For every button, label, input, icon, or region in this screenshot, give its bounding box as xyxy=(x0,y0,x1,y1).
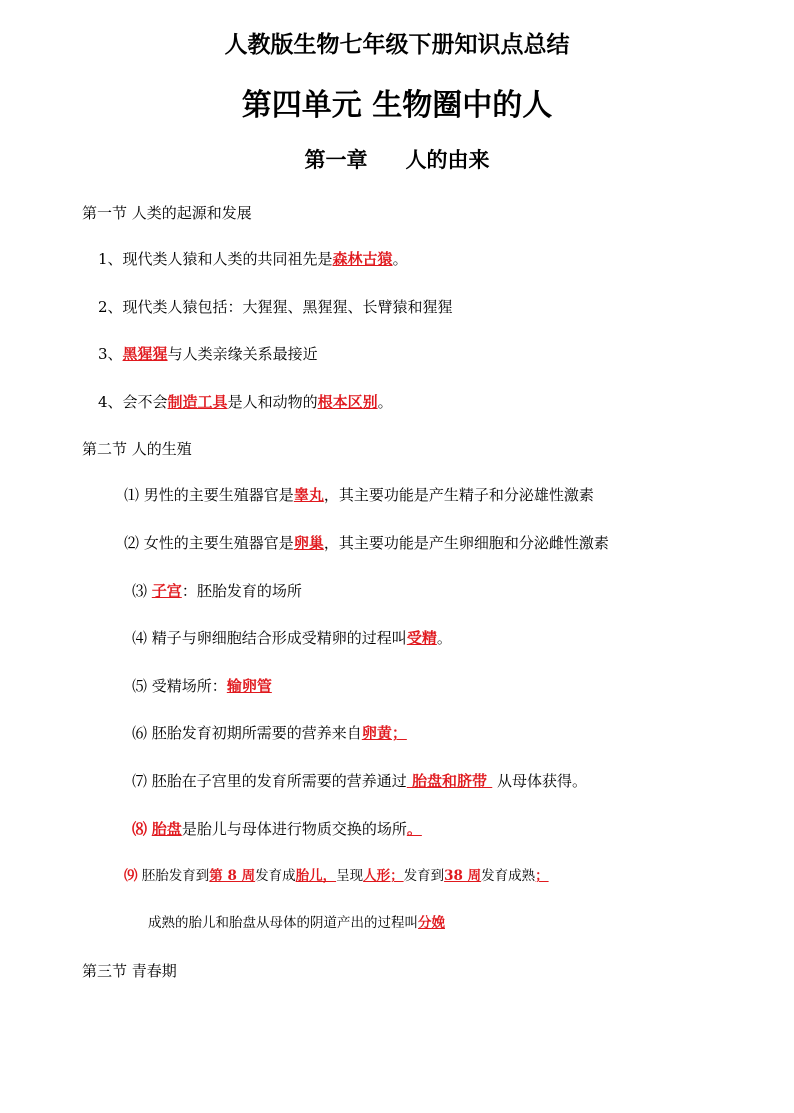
point-text: 精子与卵细胞结合形成受精卵的过程叫 xyxy=(151,629,407,647)
key-term: 第 8 周 xyxy=(209,868,256,884)
point-text: 是人和动物的 xyxy=(227,393,318,411)
section-heading: 第二节 人的生殖 xyxy=(82,440,192,458)
point-line xyxy=(98,248,408,270)
point-number: ⑺ xyxy=(132,772,148,790)
point-text: 发育到 xyxy=(403,868,445,884)
point-text: 胚胎发育到 xyxy=(141,868,210,884)
point-number: ⑼ xyxy=(124,868,138,884)
document-title: 人教版生物七年级下册知识点总结 xyxy=(224,31,570,58)
point-text: ：胚胎发育的场所 xyxy=(181,582,302,600)
key-term: 受精 xyxy=(406,629,437,647)
point-line xyxy=(148,912,445,934)
key-term: 胎盘 xyxy=(151,820,182,838)
chapter-number: 第一章 xyxy=(304,147,368,172)
point-number: ⑹ xyxy=(132,724,148,742)
point-text: 受精场所： xyxy=(151,677,227,695)
point-number: ⑻ xyxy=(132,820,148,838)
unit-title: 第四单元 生物圈中的人 xyxy=(241,88,553,123)
key-term: 胎儿， xyxy=(295,868,337,884)
key-term: 森林古猿 xyxy=(332,250,393,268)
point-line xyxy=(132,722,407,744)
point-text: 。 xyxy=(377,393,393,411)
key-term: 子宫 xyxy=(151,582,182,600)
section-heading: 第三节 青春期 xyxy=(82,962,177,980)
chapter-title xyxy=(0,144,794,174)
key-term: 人形； xyxy=(363,868,404,884)
point-number: ⑷ xyxy=(132,629,148,647)
point-line xyxy=(124,865,549,887)
section-heading: 第一节 人类的起源和发展 xyxy=(82,204,252,222)
point-line xyxy=(132,675,272,697)
point-number: ⑶ xyxy=(132,582,148,600)
key-term: 根本区别 xyxy=(317,393,378,411)
point-text: 成熟的胎儿和胎盘从母体的阴道产出的过程叫 xyxy=(148,915,418,931)
point-number: ⑴ xyxy=(124,486,140,504)
point-text: 从母体获得。 xyxy=(492,772,588,790)
point-text: 发育成 xyxy=(255,868,296,884)
point-text: 呈现 xyxy=(336,868,364,884)
key-term: ； xyxy=(535,868,549,884)
point-text: 。 xyxy=(392,250,408,268)
point-line xyxy=(132,818,422,840)
point-text: 3、 xyxy=(98,345,123,363)
key-term: 卵黄； xyxy=(361,724,407,742)
point-text: 2、现代类人猿包括：大猩猩、黑猩猩、长臂猿和猩猩 xyxy=(98,298,453,316)
point-text: 4、会不会 xyxy=(98,393,168,411)
key-term: 卵巢 xyxy=(293,534,324,552)
point-text: 与人类亲缘关系最接近 xyxy=(167,345,318,363)
point-line xyxy=(98,391,393,413)
point-text: 1、现代类人猿和人类的共同祖先是 xyxy=(98,250,333,268)
point-text: 女性的主要生殖器官是 xyxy=(143,534,294,552)
point-line xyxy=(132,580,302,602)
point-number: ⑵ xyxy=(124,534,140,552)
point-text: 胚胎在子宫里的发育所需要的营养通过 xyxy=(151,772,407,790)
key-term: 胎盘和脐带 xyxy=(406,772,493,790)
point-line xyxy=(132,627,452,649)
point-line xyxy=(124,532,609,554)
point-text: ，其主要功能是产生精子和分泌雄性激素 xyxy=(323,486,594,504)
chapter-name: 人的由来 xyxy=(405,147,490,172)
key-term: 输卵管 xyxy=(226,677,272,695)
point-line xyxy=(132,770,587,792)
point-text: 发育成熟 xyxy=(481,868,536,884)
key-term: 38 周 xyxy=(444,868,482,884)
key-term: 分娩 xyxy=(418,915,445,931)
point-text: 胚胎发育初期所需要的营养来自 xyxy=(151,724,362,742)
point-line xyxy=(124,484,594,506)
key-term: 黑猩猩 xyxy=(122,345,168,363)
key-term: 睾丸 xyxy=(293,486,324,504)
point-line xyxy=(98,343,318,365)
point-text: 是胎儿与母体进行物质交换的场所 xyxy=(181,820,407,838)
key-term: 制造工具 xyxy=(167,393,228,411)
point-text: ，其主要功能是产生卵细胞和分泌雌性激素 xyxy=(323,534,609,552)
point-text: 。 xyxy=(436,629,452,647)
key-term: 。 xyxy=(406,820,422,838)
point-line xyxy=(98,296,453,318)
point-number: ⑸ xyxy=(132,677,148,695)
point-text: 男性的主要生殖器官是 xyxy=(143,486,294,504)
